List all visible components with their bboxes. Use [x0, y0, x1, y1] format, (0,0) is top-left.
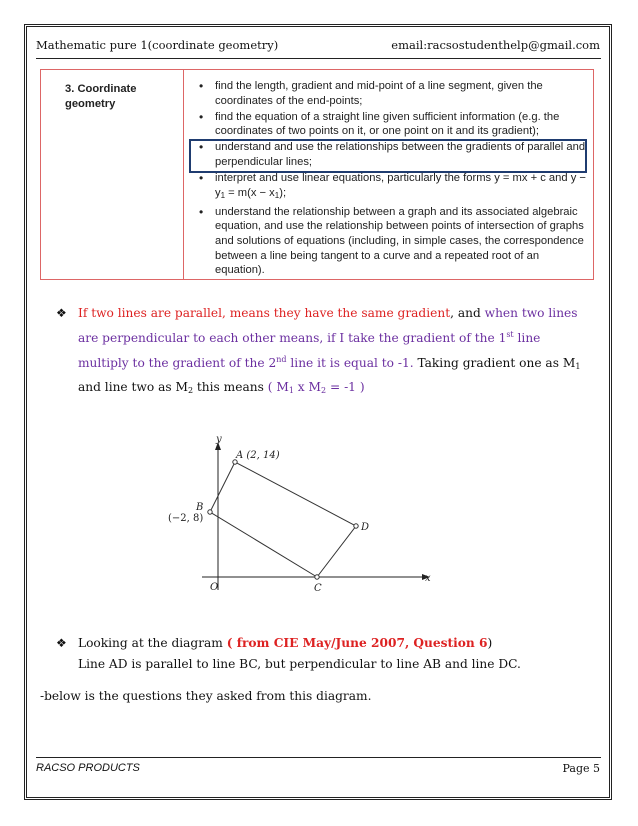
paragraph-questions-intro: -below is the questions they asked from this diagram. [40, 689, 372, 703]
point-d-marker [354, 524, 358, 528]
highlight-box [189, 139, 587, 173]
page-number: Page 5 [562, 762, 600, 775]
list-item: • find the equation of a straight line given sufficient information (e.g. the coordinates of two points on it, or one point on it and its gradient); [199, 109, 560, 138]
paragraph-gradients: ❖ If two lines are parallel, means they have the same gradient, and when two lines are perpendicular to each other means, if I take the gradient of the 1st line multiply to the gradient of the 2nd line it is equal to -1. Taking gradient one as M1 and line two as M2 this means ( M1 x M2 = -1 ) [56, 303, 586, 401]
header-email: email:racsostudenthelp@gmail.com [391, 38, 600, 52]
diamond-bullet-icon: ❖ [56, 636, 67, 650]
point-d-label: D [361, 522, 370, 533]
coordinate-diagram [160, 430, 450, 600]
syllabus-table [40, 69, 594, 280]
point-c-label: C [314, 583, 322, 594]
bullet-icon: • [199, 171, 204, 186]
list-item: • find the length, gradient and mid-point of a line segment, given the coordinates of the end-points; [199, 79, 543, 107]
point-c-marker [315, 575, 319, 579]
point-b-coords: (−2, 8) [168, 513, 204, 524]
table-column-divider [183, 70, 184, 279]
origin-label: O [210, 582, 219, 593]
list-item: • understand the relationship between a graph and its associated algebraic equation, and use the relationship between points of intersection of graphs and solutions of equations (including, in simple cases, the correspondence between a line being tangent to a curve and a repeated root of an equation). [199, 204, 584, 277]
syllabus-list [197, 79, 587, 279]
y-axis-label: y [216, 434, 222, 445]
list-item: • understand and use the relationships between the gradients of parallel and perpendicular lines; [199, 140, 586, 168]
header-title: Mathematic pure 1(coordinate geometry) [36, 38, 279, 52]
x-axis-label: x [425, 573, 431, 584]
rectangle-abcd [210, 462, 356, 577]
syllabus-topic: 3. Coordinate geometry [65, 83, 137, 110]
point-b-label: B [196, 502, 204, 513]
header-divider [36, 58, 601, 59]
bullet-icon: • [199, 79, 204, 93]
paragraph-diagram-intro: ❖ Looking at the diagram ( from CIE May/June 2007, Question 6) Line AD is parallel to line BC, but perpendicular to line AB and line DC. [56, 633, 586, 675]
point-b-marker [208, 510, 212, 514]
source-reference: ( from CIE May/June 2007, Question 6 [226, 636, 488, 650]
bullet-icon: • [199, 204, 204, 219]
diamond-bullet-icon: ❖ [56, 306, 67, 320]
point-a-label: A (2, 14) [236, 450, 280, 461]
bullet-icon: • [199, 140, 204, 155]
bullet-icon: • [199, 109, 204, 124]
list-item: • interpret and use linear equations, particularly the forms y = mx + c and $y - y_1 = m(x - x_1)$; [199, 171, 586, 200]
footer-divider [36, 757, 601, 758]
footer-brand: RACSO PRODUCTS [36, 762, 140, 774]
